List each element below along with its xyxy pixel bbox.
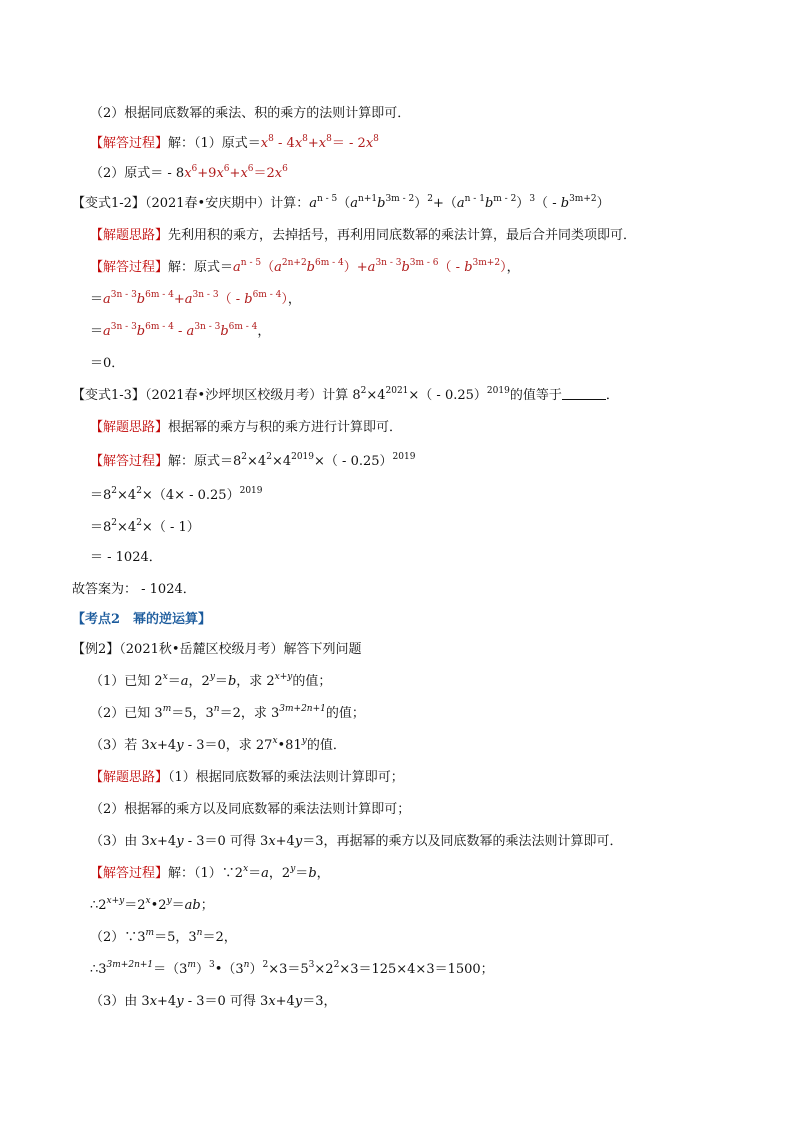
solution-2-line-5: （3）由 3x+4y - 3＝0 可得 3x+4y＝3， — [90, 994, 337, 1009]
solution-2-line-1: 【解答过程】解：$(1)\because 2^x=a$，$2^y=b$， — [90, 864, 330, 881]
text-line-1: （2）根据同底数幂的乘法、积的乘方的法则计算即可． — [90, 106, 411, 121]
label-example-2: 【例2】 — [72, 642, 120, 657]
answer-blank[interactable] — [562, 387, 606, 400]
label-solution: 【解答过程】 — [90, 260, 169, 275]
variant-1-2-question: 【变式1-2】（2021春•安庆期中）计算：$a^{n - 5}(a^{n+1}b^{3m - 2})^2+(a^{n - 1}b^{m - 2})^3( - b^{3m+2})$ — [72, 194, 610, 211]
solution-1-3-line-4: ＝ - 1024． — [90, 550, 162, 565]
example-2-part-2: （2）已知 $3^m=5$，$3^n=2$，求 $3^{3m+2n+1}$的值； — [90, 704, 365, 721]
hint-line-2: 【解题思路】根据幂的乘方与积的乘方进行计算即可． — [90, 420, 403, 435]
hint-line-3: 【解题思路】（1）根据同底数幂的乘法法则计算即可； — [90, 770, 404, 785]
solution-1-2-line-4: ＝0． — [90, 356, 125, 371]
section-heading-kaodian-2: 【考点2 幂的逆运算】 — [72, 612, 212, 627]
solution-2-line-3: $(2)\because 3^m=5$，$3^n=2$， — [90, 928, 237, 945]
label-solution: 【解答过程】 — [90, 454, 169, 469]
solution-1-3-line-1: 【解答过程】解：原式$=8^2\times 4^2\times 4^{2019}\times( - 0.25)^{2019}$ — [90, 452, 416, 469]
label-hint: 【解题思路】 — [90, 770, 169, 785]
label-hint: 【解题思路】 — [90, 228, 169, 243]
label-solution: 【解答过程】 — [90, 866, 169, 881]
example-2-part-1: （1）已知 $2^x=a$，$2^y=b$，求 $2^{x+y}$的值； — [90, 672, 332, 689]
solution-line-2: （2）原式＝ - $8x^6+9x^6+x^6=2x^6$ — [90, 164, 288, 181]
solution-1-2-line-1: 【解答过程】解：原式$=a^{n - 5}(a^{2n+2}b^{6m - 4})+a^{3n - 3}b^{3m - 6}( - b^{3m+2})$， — [90, 258, 520, 275]
example-2-part-3: （3）若 3x+4y - 3＝0，求 27$^x$•81$^y$的值． — [90, 736, 346, 753]
solution-2-line-4: $\therefore 3^{3m+2n+1}=(3^m)^3•(3^n)^2\times 3=5^3\times 2^2\times 3=125\times 4\times 3=1500$； — [90, 960, 494, 977]
label-variant-1-2: 【变式1-2】 — [72, 196, 145, 211]
answer-line: 故答案为： - 1024． — [72, 582, 196, 597]
hint-line-5: （3）由 3x+4y - 3＝0 可得 3x+4y＝3，再据幂的乘方以及同底数幂的乘法法则计算即可． — [90, 834, 623, 849]
example-2-heading: 【例2】（2021秋•岳麓区校级月考）解答下列问题 — [72, 642, 362, 657]
solution-2-line-2: $\therefore 2^{x+y}=2^x•2^y=ab$； — [90, 896, 214, 913]
label-hint: 【解题思路】 — [90, 420, 169, 435]
solution-line-1: 【解答过程】解：（1）原式$=x^8 - 4x^8+x^8= - 2x^8$ — [90, 134, 379, 151]
hint-line-1: 【解题思路】先利用积的乘方，去掉括号，再利用同底数幂的乘法计算，最后合并同类项即可． — [90, 228, 637, 243]
variant-1-3-question: 【变式1-3】（2021春•沙坪坝区校级月考）计算 $8^2\times 4^{2021}\times( - 0.25)^{2019}$的值等于 ． — [72, 386, 619, 403]
label-variant-1-3: 【变式1-3】 — [72, 388, 145, 403]
solution-1-3-line-3: $=8^2\times 4^2\times( - 1)$ — [90, 518, 200, 535]
hint-line-4: （2）根据幂的乘方以及同底数幂的乘法法则计算即可； — [90, 802, 411, 817]
solution-1-2-line-2: $=a^{3n - 3}b^{6m - 4}+a^{3n - 3}( - b^{6m - 4})$， — [90, 290, 301, 307]
label-solution: 【解答过程】 — [90, 136, 169, 151]
solution-1-2-line-3: $=a^{3n - 3}b^{6m - 4} - a^{3n - 3}b^{6m - 4}$， — [90, 322, 271, 339]
solution-1-3-line-2: $=8^2\times 4^2\times(4\times - 0.25)^{2019}$ — [90, 486, 263, 503]
